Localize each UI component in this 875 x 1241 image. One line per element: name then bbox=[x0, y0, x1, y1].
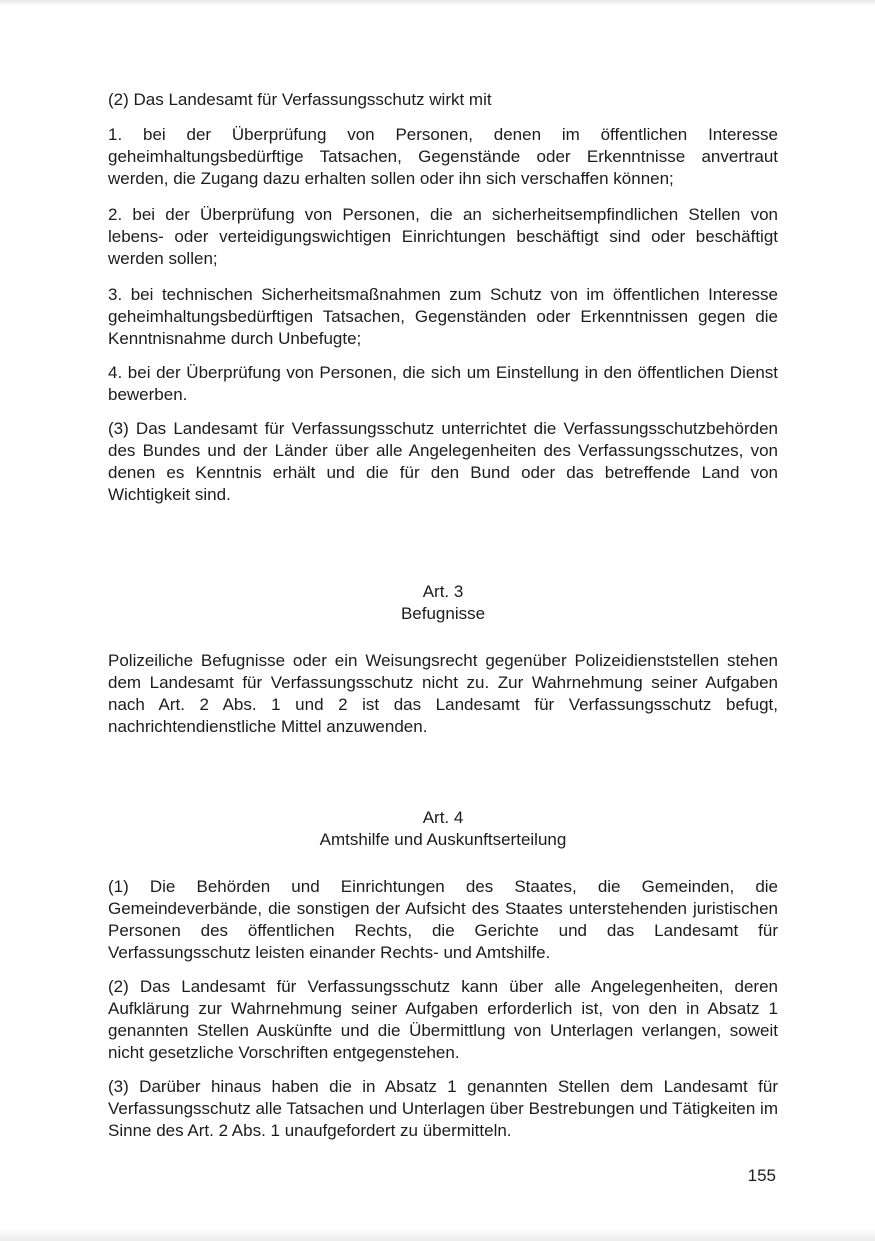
page-bottom-edge bbox=[0, 1229, 875, 1241]
paragraph-art2-abs2-intro: (2) Das Landesamt für Verfassungsschutz wirkt mit bbox=[108, 90, 492, 109]
paragraph-art2-abs2-item1: 1. bei der Überprüfung von Personen, denen im öffentlichen Interesse geheimhaltungsbedürftige Tatsachen, Gegenstände oder Erkenntnisse anvertraut werden, die Zugang dazu erhalten sollen oder ihn sich verschaffen können; bbox=[108, 125, 778, 188]
paragraph-art2-abs3: (3) Das Landesamt für Verfassungsschutz unterrichtet die Verfassungsschutzbehörden des Bundes und der Länder über alle Angelegenheiten des Verfassungsschutzes, von denen es Kenntnis erhält und die für den Bund oder das betreffende Land von Wichtigkeit sind. bbox=[108, 419, 778, 504]
article-4-title: Amtshilfe und Auskunftserteilung bbox=[319, 830, 567, 849]
page-number: 155 bbox=[747, 1166, 776, 1185]
page-top-edge bbox=[0, 0, 875, 6]
article-3-number: Art. 3 bbox=[422, 582, 464, 601]
paragraph-art4-abs3: (3) Darüber hinaus haben die in Absatz 1 genannten Stellen dem Landesamt für Verfassungsschutz alle Tatsachen und Unterlagen über Bestrebungen und Tätigkeiten im Sinne des Art. 2 Abs. 1 unaufgefordert zu übermitteln. bbox=[108, 1077, 778, 1140]
paragraph-art4-abs1: (1) Die Behörden und Einrichtungen des Staates, die Gemeinden, die Gemeindeverbände, die sonstigen der Aufsicht des Staates unterstehenden juristischen Personen des öffentlichen Rechts, die Gerichte und das Landesamt für Verfassungsschutz leisten einander Rechts- und Amtshilfe. bbox=[108, 877, 778, 962]
paragraph-art4-abs2: (2) Das Landesamt für Verfassungsschutz kann über alle Angelegenheiten, deren Aufklärung zur Wahrnehmung seiner Aufgaben erforderlich ist, von den in Absatz 1 genannten Stellen Auskünfte und die Übermittlung von Unterlagen verlangen, soweit nicht gesetzliche Vorschriften entgegenstehen. bbox=[108, 977, 778, 1062]
paragraph-art3-body: Polizeiliche Befugnisse oder ein Weisungsrecht gegenüber Polizeidienststellen stehen dem Landesamt für Verfassungsschutz nicht zu. Zur Wahrnehmung seiner Aufgaben nach Art. 2 Abs. 1 und 2 ist das Landesamt für Verfassungsschutz befugt, nachrichtendienstliche Mittel anzuwenden. bbox=[108, 651, 778, 736]
paragraph-art2-abs2-item4: 4. bei der Überprüfung von Personen, die sich um Einstellung in den öffentlichen Dienst bewerben. bbox=[108, 363, 778, 404]
article-3-title: Befugnisse bbox=[400, 604, 486, 623]
paragraph-art2-abs2-item2: 2. bei der Überprüfung von Personen, die an sicherheitsempfindlichen Stellen von lebens- oder verteidigungswichtigen Einrichtungen beschäftigt sind oder beschäftigt werden sollen; bbox=[108, 205, 778, 268]
article-4-number: Art. 4 bbox=[422, 808, 464, 827]
paragraph-art2-abs2-item3: 3. bei technischen Sicherheitsmaßnahmen zum Schutz von im öffentlichen Interesse geheimhaltungsbedürftigen Tatsachen, Gegenständen oder Erkenntnissen gegen die Kenntnisnahme durch Unbefugte; bbox=[108, 285, 778, 348]
